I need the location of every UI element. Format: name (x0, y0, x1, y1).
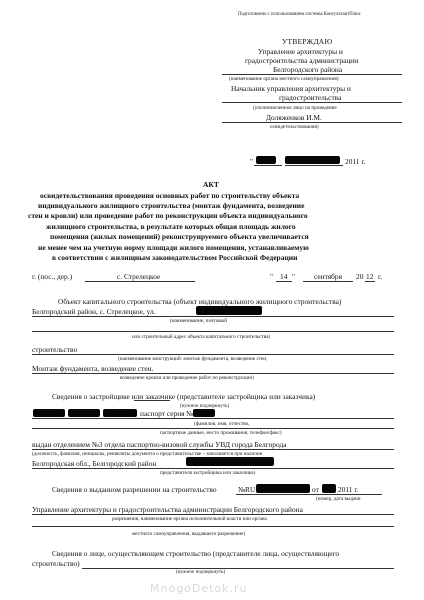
developer-caption-representative: (должность, фамилия, инициалы, реквизиты документа о представительстве – заполняется при наличии (32, 451, 263, 457)
redaction-mark (33, 409, 65, 417)
approval-org-line3: Белгородского района (273, 65, 343, 74)
approval-heading: УТВЕРЖДАЮ (282, 37, 333, 46)
redaction-mark (196, 306, 262, 315)
redaction-mark (186, 457, 274, 466)
builder-caption-underline: (нужное подчеркнуть) (176, 569, 226, 575)
permit-label: Сведения о выданном разрешении на строительство (52, 485, 217, 494)
redaction-mark (256, 156, 276, 164)
developer-caption-passport: паспортные данные, место проживания, телефон/факс) (160, 430, 282, 436)
object-address: Белгородский район, с. Стрелецкое, ул. (32, 307, 156, 316)
permit-date-prefix: от (312, 485, 319, 494)
passport-label: паспорт серия (140, 409, 185, 418)
act-title-line3: индивидуального жилищного строительства (монтаж фундамента, возведение (38, 201, 305, 210)
developer-caption-end: представителя застройщика или заказчика) (160, 470, 256, 476)
permit-caption-issuer: разрешения, наименование органа исполнительной власти или органа (112, 516, 267, 522)
object-work-value: Монтаж фундамента, возведение стен. (32, 364, 154, 373)
passport-issued-by: выдан отделением №3 отдела паспортно-визовой службы УВД города Белгорода (32, 440, 287, 449)
object-caption-works: возведение кровли или проведение работ по реконструкции) (120, 375, 254, 381)
act-title-line8: в соответствии с жилищным законодательством Российской Федерации (52, 253, 298, 262)
redaction-mark (285, 156, 340, 164)
watermark: MnogoDetok.ru (150, 582, 248, 595)
object-caption-name: (наименование, почтовый (170, 318, 228, 324)
approval-org-caption: (наименование органа местного самоуправления) (229, 76, 339, 82)
developer-address: Белгородская обл., Белгородский район (32, 459, 157, 468)
approval-signer-caption: освидетельствования) (270, 124, 319, 130)
permit-number-prefix: №RU (238, 485, 256, 494)
object-caption-constructions: (наименование конструкций: монтаж фундамента, возведение стен, (118, 356, 268, 362)
redaction-mark (103, 409, 137, 417)
developer-caption-fio: (фамилия, имя, отчество, (194, 421, 250, 427)
act-title-line4: стен и кровли) или проведение работ по реконструкции объекта индивидуального (28, 211, 308, 220)
permit-caption-number: (номер, дата выдачи (316, 496, 361, 502)
approval-org-line1: Управление архитектуры и (258, 47, 343, 56)
approval-position-caption: (уполномоченное лицо на проведение (253, 105, 337, 111)
act-title-line7: не менее чем на учетную норму площади жилого помещения, устанавливаемую (38, 243, 309, 252)
date-month: сентября (314, 272, 342, 281)
passport-number-mark: № (186, 409, 194, 418)
approval-org-line2: градостроительства администрации (245, 56, 359, 65)
date-close-quote: " (292, 272, 296, 281)
approval-position-line1: Начальник управления архитектуры и (231, 84, 351, 93)
developer-label: Сведения о застройщике или заказчике (представителе застройщика или заказчика) (52, 392, 316, 401)
approval-year: 2011 г. (345, 157, 366, 166)
permit-date-suffix: 2011 г. (338, 485, 359, 494)
date-year-prefix: 20 (356, 272, 364, 281)
object-type-value: строительство (32, 345, 78, 354)
builder-label: Сведения о лице, осуществляющем строительство (представителе лица, осуществляющего (52, 549, 340, 558)
redaction-mark (68, 409, 100, 417)
approval-signer-name: Доляженков И.М. (266, 113, 322, 122)
object-label: Объект капитального строительства (объект индивидуального жилищного строительства) (58, 297, 342, 306)
date-open-quote: " (270, 272, 274, 281)
approval-position-line2: градостроительства (279, 93, 342, 102)
act-title-line2: освидетельствования проведения основных работ по строительству объекта (40, 191, 300, 200)
developer-caption-underline: (нужное подчеркнуть) (180, 403, 230, 409)
date-year-suffix: г. (378, 272, 383, 281)
redaction-mark (256, 484, 310, 493)
redaction-mark (322, 484, 336, 493)
place-label: г. (пос., дер.) (32, 272, 73, 281)
place-value: с. Стрелецкое (117, 272, 161, 281)
date-day: 14 (280, 272, 288, 281)
act-title-line6: помещения (жилых помещений) реконструируемого объекта увеличивается (50, 232, 309, 241)
approval-date-quote: " (250, 157, 254, 166)
date-year: 12 (366, 272, 374, 281)
redaction-mark (193, 409, 215, 417)
object-caption-address: или строительный адрес объекта капитального строительства) (132, 334, 271, 340)
act-title-line1: АКТ (203, 180, 219, 189)
permit-issuer: Управление архитектуры и градостроительства администрации Белгородского района (32, 505, 303, 514)
act-title-line5: жилищного строительства, в результате которых общая площадь жилого (46, 222, 296, 231)
permit-caption-authority: местного самоуправления, выдавшего разрешение) (132, 531, 246, 537)
builder-label-cont: строительство) (32, 559, 80, 568)
consultant-note: Подготовлено с использованием системы КонсультантПлюс (238, 12, 361, 17)
